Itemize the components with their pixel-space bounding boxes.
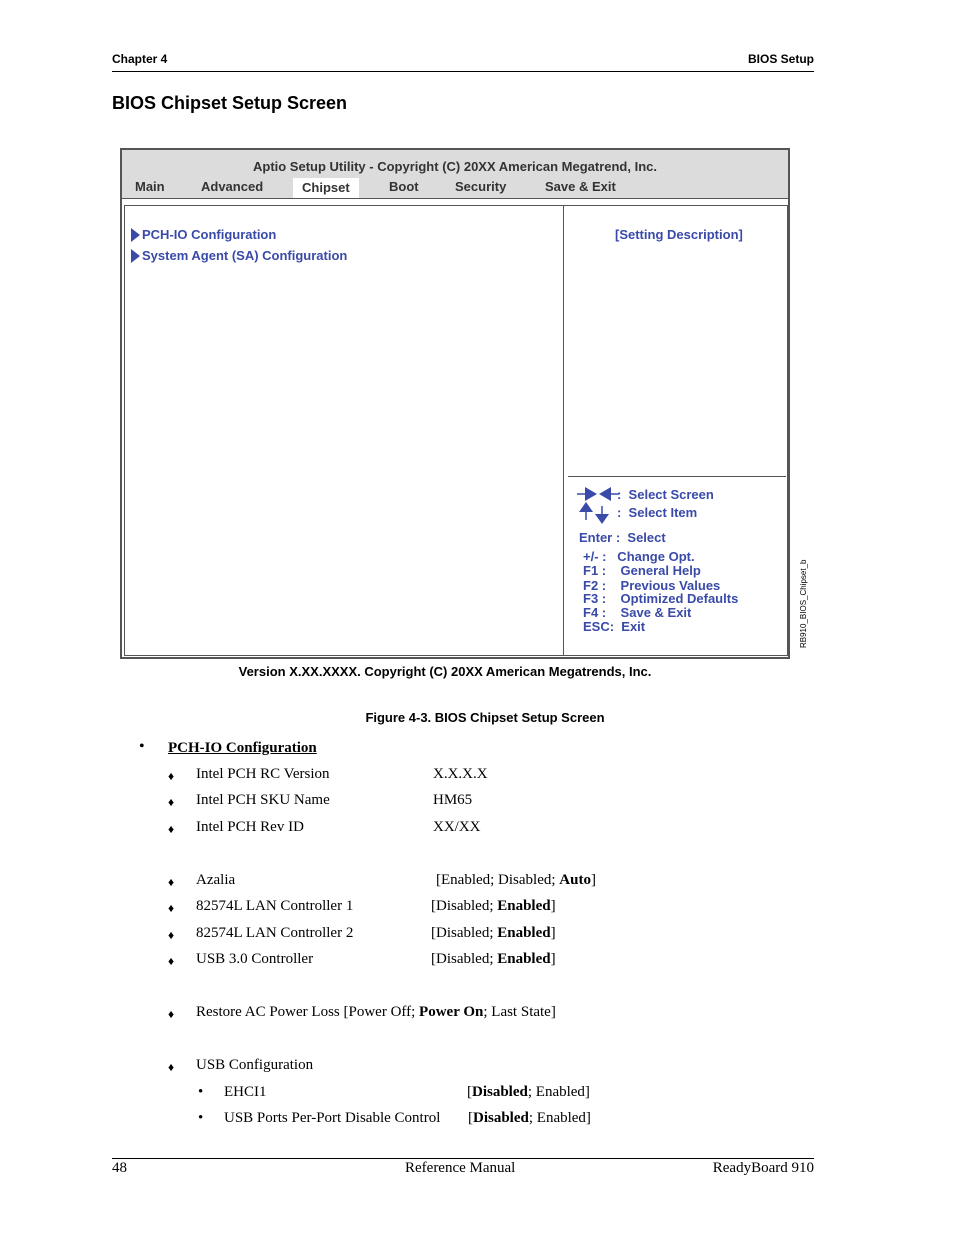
help-enter: Enter : Select: [579, 530, 666, 545]
list-heading: PCH-IO Configuration: [168, 740, 317, 756]
help-esc: ESC: Exit: [583, 619, 646, 634]
help-f4: F4 : Save & Exit: [583, 605, 692, 620]
item-label: Intel PCH Rev ID: [196, 819, 304, 835]
tab-chipset[interactable]: Chipset: [293, 178, 359, 198]
footer-center: Reference Manual: [405, 1160, 516, 1176]
tab-advanced[interactable]: Advanced: [201, 179, 264, 194]
item-value: XX/XX: [433, 819, 481, 835]
item-value: [Enabled; Disabled; Auto]: [436, 872, 596, 888]
bios-content-panel: [124, 205, 788, 656]
item-value: [Disabled; Enabled]: [431, 925, 556, 941]
usb-configuration-label: USB Configuration: [196, 1057, 314, 1073]
diamond-bullet-icon: ♦: [168, 901, 175, 915]
item-label: Intel PCH SKU Name: [196, 792, 330, 808]
tab-security[interactable]: Security: [455, 179, 507, 194]
tab-save-exit[interactable]: Save & Exit: [545, 179, 616, 194]
item-value: X.X.X.X: [433, 766, 488, 782]
sub-item-label: USB Ports Per-Port Disable Control: [224, 1110, 441, 1126]
figure-id-label: RB910_BIOS_Chipset_b: [799, 559, 808, 648]
submenu-arrow-icon: [131, 249, 140, 263]
help-f3: F3 : Optimized Defaults: [583, 591, 739, 606]
bios-title: Aptio Setup Utility - Copyright (C) 20XX American Megatrend, Inc.: [252, 159, 657, 174]
panel-divider: [563, 206, 564, 655]
diamond-bullet-icon: ♦: [168, 1060, 175, 1074]
left-right-arrows-icon: [577, 487, 621, 501]
page-title: BIOS Chipset Setup Screen: [112, 93, 348, 113]
menu-item-label: System Agent (SA) Configuration: [142, 248, 348, 263]
help-f2: F2 : Previous Values: [583, 578, 721, 593]
bullet-icon: •: [139, 738, 145, 755]
sub-bullet-icon: •: [198, 1084, 204, 1100]
diamond-bullet-icon: ♦: [168, 795, 175, 809]
restore-ac-power-loss: Restore AC Power Loss [Power Off; Power On; Last State]: [196, 1004, 556, 1020]
sub-item-value: [Disabled; Enabled]: [468, 1110, 591, 1126]
diamond-bullet-icon: ♦: [168, 769, 175, 783]
submenu-arrow-icon: [131, 228, 140, 242]
diamond-bullet-icon: ♦: [168, 1007, 175, 1021]
help-select-item: : Select Item: [617, 505, 698, 520]
bios-top-bar: [122, 150, 788, 199]
item-value: [Disabled; Enabled]: [431, 951, 556, 967]
footer-rule: [112, 1158, 814, 1159]
page-number: 48: [112, 1160, 127, 1176]
tab-main[interactable]: Main: [135, 179, 165, 194]
menu-item-system-agent[interactable]: [131, 248, 347, 263]
help-divider: [568, 476, 786, 477]
item-value: [Disabled; Enabled]: [431, 898, 556, 914]
tab-boot[interactable]: Boot: [389, 179, 419, 194]
help-f1: F1 : General Help: [583, 563, 701, 578]
diamond-bullet-icon: ♦: [168, 875, 175, 889]
header-rule: [112, 71, 814, 72]
item-label: Intel PCH RC Version: [196, 766, 330, 782]
item-label: 82574L LAN Controller 2: [196, 925, 354, 941]
bios-screen-figure: [120, 148, 790, 659]
section-label: BIOS Setup: [747, 52, 814, 66]
help-change-opt: +/- : Change Opt.: [583, 549, 695, 564]
diamond-bullet-icon: ♦: [168, 954, 175, 968]
chapter-label: Chapter 4: [112, 52, 168, 66]
sub-item-value: [Disabled; Enabled]: [467, 1084, 590, 1100]
diamond-bullet-icon: ♦: [168, 822, 175, 836]
bios-version: Version X.XX.XXXX. Copyright (C) 20XX American Megatrends, Inc.: [238, 664, 652, 679]
setting-description: [Setting Description]: [615, 227, 743, 242]
sub-bullet-icon: •: [198, 1110, 204, 1126]
help-select-screen: : Select Screen: [617, 487, 714, 502]
item-label: Azalia: [196, 872, 236, 888]
item-label: 82574L LAN Controller 1: [196, 898, 354, 914]
figure-caption: Figure 4-3. BIOS Chipset Setup Screen: [365, 710, 605, 725]
diamond-bullet-icon: ♦: [168, 928, 175, 942]
menu-item-label: PCH-IO Configuration: [142, 227, 277, 242]
menu-item-pch-io[interactable]: [131, 227, 276, 242]
item-label: USB 3.0 Controller: [196, 951, 314, 967]
sub-item-label: EHCI1: [224, 1084, 267, 1100]
footer-right: ReadyBoard 910: [712, 1160, 814, 1176]
up-down-arrows-icon: [579, 502, 609, 528]
item-value: HM65: [433, 792, 473, 808]
